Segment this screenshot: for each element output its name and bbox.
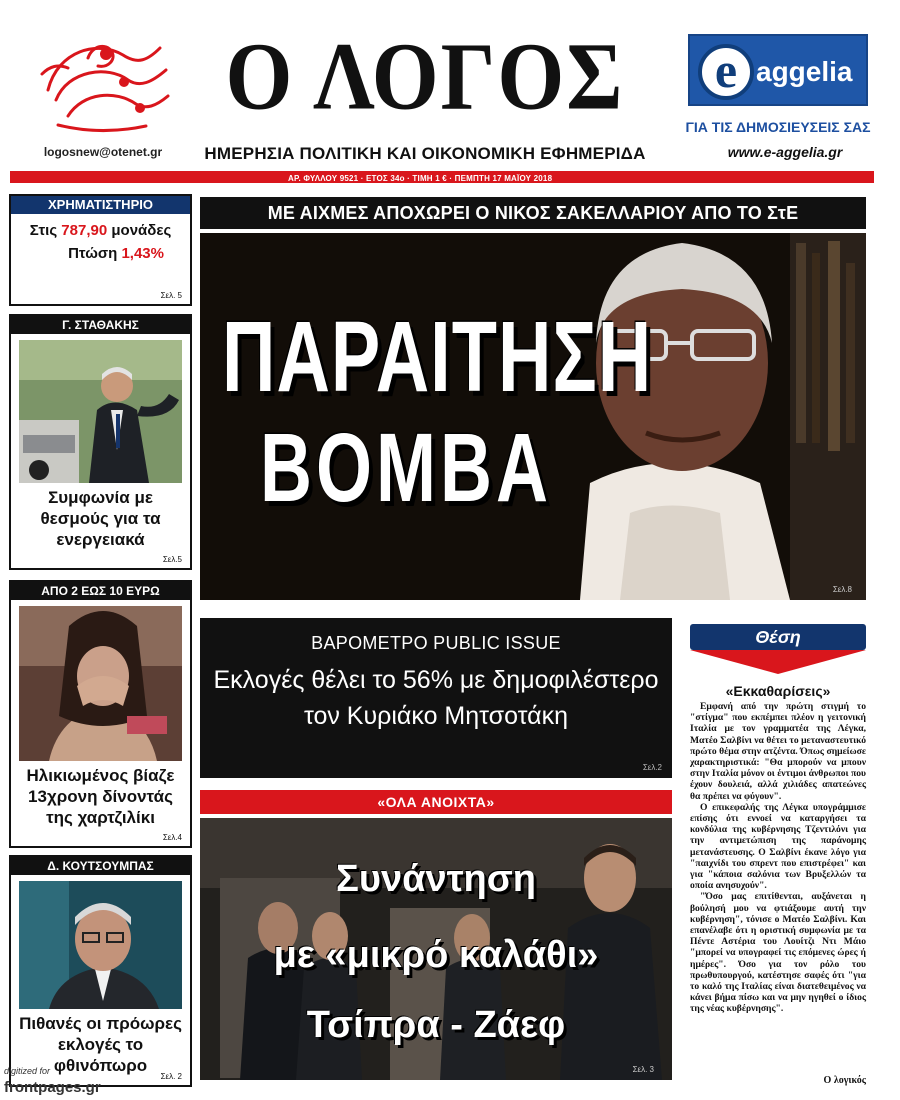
side-story-text: Ηλικιωμένος βίαζε 13χρονη δίνοντάς της χαρτζιλίκι: [26, 766, 175, 827]
lead-headline-word1: ΠΑΡΑΙΤΗΣΗ: [222, 300, 653, 413]
newspaper-subtitle: ΗΜΕΡΗΣΙΑ ΠΟΛΙΤΙΚΗ ΚΑΙ ΟΙΚΟΝΟΜΙΚΗ ΕΦΗΜΕΡΙΔΑ: [204, 144, 646, 163]
side-story-heading: Δ. ΚΟΥΤΣΟΥΜΠΑΣ: [11, 857, 190, 875]
side-story-abuse[interactable]: [9, 580, 192, 848]
newspaper-logo: [28, 30, 178, 142]
page-ref: Σελ.5: [162, 555, 182, 564]
opinion-body: [690, 701, 866, 1015]
stock-market-change: Πτώση 1,43%: [68, 245, 164, 262]
side-story-stathakis[interactable]: [9, 314, 192, 570]
poll-story-box[interactable]: [200, 618, 672, 778]
issue-info: ΑΡ. ΦΥΛΛΟΥ 9521 · ΕΤΟΣ 34ο · ΤΙΜΗ 1 € · ΠΕΜΠΤΗ 17 ΜΑΪΟΥ 2018: [288, 174, 553, 183]
page-ref: Σελ.2: [642, 763, 662, 772]
opinion-paragraph: Ο επικεφαλής της Λέγκα υπογράμμισε επίσης ότι εννοεί να καταργήσει τα κονδύλια της κυβέρνησης Τζεντιλόνι για την αντιμετώπιση της παράνομης μετανάστευσης. Ο Σαλβίνι έκανε λόγο για "παιχνίδι του σπρεντ που επιστρέφει" και για "κάποια σαλόνια των Βρυξελλών τα οποία ανησυχούν".: [690, 801, 866, 892]
page-ref: Σελ. 3: [632, 1065, 654, 1074]
meeting-headline-line2: με «μικρό καλάθι»: [273, 934, 599, 976]
meeting-headline-line3: Τσίπρα - Ζάεφ: [306, 1004, 566, 1046]
side-story-text: Πιθανές οι πρόωρες εκλογές το φθινόπωρο: [19, 1014, 182, 1075]
page-ref: Σελ. 2: [160, 1072, 182, 1081]
opinion-title[interactable]: «Εκκαθαρίσεις»: [725, 683, 831, 699]
page-ref: Σελ.4: [162, 833, 182, 842]
lead-headline-word2: ΒΟΜΒΑ: [260, 414, 552, 523]
stock-market-points: 787,90: [61, 222, 108, 239]
opinion-heading-accent: [690, 650, 866, 674]
side-story-heading: Γ. ΣΤΑΘΑΚΗΣ: [11, 316, 190, 334]
ad-url[interactable]: www.e-aggelia.gr: [727, 144, 843, 160]
side-story-koutsoumpas[interactable]: [9, 855, 192, 1087]
lead-story-photo[interactable]: [200, 233, 866, 600]
meeting-headline-line1: Συνάντηση: [336, 858, 536, 900]
meeting-photo[interactable]: [200, 818, 672, 1080]
newspaper-title: Ο ΛΟΓΟΣ: [225, 22, 625, 130]
poll-headline-line2: τον Κυριάκο Μητσοτάκη: [303, 702, 569, 730]
poll-headline-line1: Εκλογές θέλει το 56% με δημοφιλέστερο: [213, 666, 659, 694]
stock-market-percent: 1,43%: [121, 245, 164, 262]
stock-market-heading: ΧΡΗΜΑΤΙΣΤΗΡΙΟ: [11, 196, 190, 214]
koutsoumpas-photo: [19, 881, 182, 1009]
side-story-heading: ΑΠΟ 2 ΕΩΣ 10 ΕΥΡΩ: [11, 582, 190, 600]
lead-headline-bar[interactable]: ΜΕ ΑΙΧΜΕΣ ΑΠΟΧΩΡΕΙ Ο ΝΙΚΟΣ ΣΑΚΕΛΛΑΡΙΟΥ ΑΠΟ ΤΟ ΣτΕ: [200, 197, 866, 229]
page-ref: Σελ. 5: [160, 291, 182, 300]
digitized-label: digitized for: [4, 1066, 51, 1076]
side-story-text: Συμφωνία με θεσμούς για τα ενεργειακά: [40, 488, 161, 549]
opinion-paragraph: Εμφανή από την πρώτη στιγμή το "στίγμα" που εκπέμπει πλέον η γειτονική Ιταλία με τον γραμματέα της Λέγκα, Ματέο Σαλβίνι να θέτει το μεταναστευτικό πρώτο θέμα στην ατζέντα. Όπως σημείωσε χαρακτηριστικά: "Θα μπορούν να μπουν στην Ιταλία μόνον οι έντιμοι άνθρωποι που έχουν δουλειά, αλλά χιλιάδες απατεώνες θα πρέπει να φύγουν".: [690, 701, 866, 802]
eaggelia-ad[interactable]: [688, 34, 868, 106]
page-ref: Σελ.8: [832, 585, 852, 594]
ad-tagline: ΓΙΑ ΤΙΣ ΔΗΜΟΣΙΕΥΣΕΙΣ ΣΑΣ: [685, 119, 871, 135]
girl-photo: [19, 606, 182, 761]
meeting-kicker[interactable]: «ΟΛΑ ΑΝΟΙΧΤΑ»: [200, 790, 672, 814]
ad-brand-letter: e: [698, 44, 754, 100]
opinion-paragraph: "Όσο μας επιτίθενται, αυξάνεται η βούλησή μου να φτιάξουμε αυτή την κυβέρνηση", τόνισε ο Ματέο Σαλβίνι. Και επανέλαβε ότι η οριστική συμφωνία με τα Πέντε Αστέρια του Λουίτζι Ντι Μάιο "μπορεί να υπογραφεί τις επόμενες ώρες ή ημέρες". Όσο για τον ρόλο του πρωθυπουργού, κατέστησε σαφές ότι "για το καλό της Ιταλίας είναι διατεθειμένος να κάνει βήμα πίσω και να μην ηγηθεί ο ίδιος της νέας κυβέρνησης".: [690, 891, 866, 1015]
stock-market-level: Στις 787,90 μονάδες: [29, 222, 172, 239]
stock-market-box[interactable]: [9, 194, 192, 306]
poll-kicker: ΒΑΡΟΜΕΤΡΟ PUBLIC ISSUE: [311, 633, 561, 653]
source-site[interactable]: frontpages.gr: [4, 1079, 101, 1096]
ad-brand-word: aggelia: [756, 56, 853, 87]
opinion-heading: Θέση: [690, 624, 866, 650]
contact-email[interactable]: logosnew@otenet.gr: [43, 145, 163, 159]
opinion-signature: Ο λογικός: [823, 1075, 866, 1086]
stathakis-photo: [19, 340, 182, 483]
